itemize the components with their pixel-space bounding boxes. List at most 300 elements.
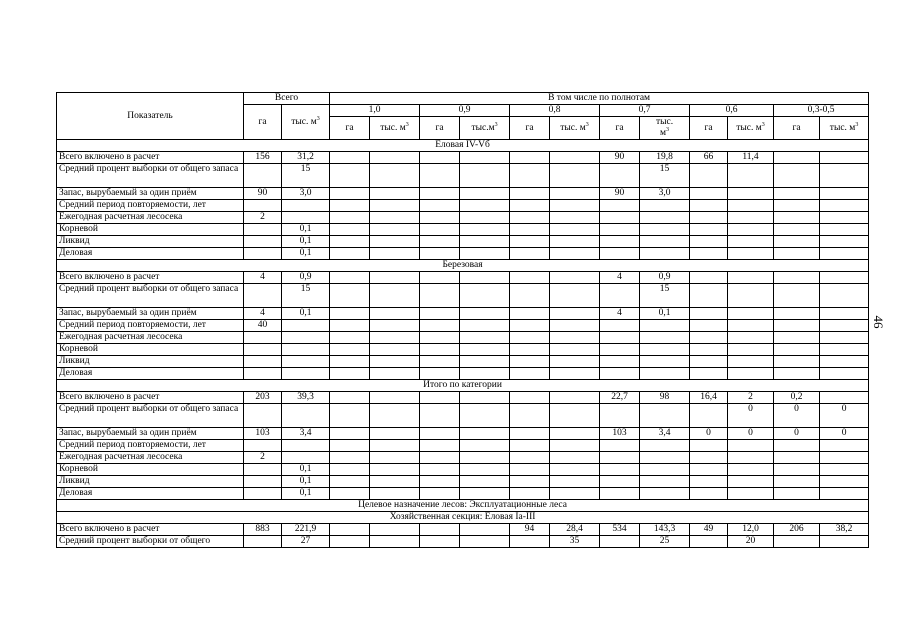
table-cell — [244, 356, 282, 368]
table-cell — [370, 440, 420, 452]
table-cell — [244, 368, 282, 380]
table-cell: 0,1 — [282, 236, 330, 248]
row-label: Средний период повторяемости, лет — [57, 200, 244, 212]
table-cell — [690, 224, 728, 236]
table-cell — [690, 272, 728, 284]
table-cell — [330, 224, 370, 236]
table-cell — [420, 368, 460, 380]
table-cell: 0,1 — [282, 308, 330, 320]
table-cell: 90 — [600, 152, 640, 164]
table-row — [57, 464, 869, 476]
table-row — [57, 188, 869, 200]
density-header: 1,0 — [330, 105, 420, 117]
row-label: Запас, вырубаемый за один приём — [57, 188, 244, 200]
table-cell — [728, 212, 774, 224]
table-cell — [550, 236, 600, 248]
table-cell — [282, 356, 330, 368]
table-cell — [690, 248, 728, 260]
table-cell — [330, 428, 370, 440]
row-label: Всего включено в расчет — [57, 392, 244, 404]
table-cell — [460, 476, 510, 488]
table-cell — [550, 404, 600, 428]
unit-header: тыс. $м^3$ — [820, 117, 869, 140]
table-cell — [774, 332, 820, 344]
table-cell — [728, 344, 774, 356]
table-cell — [820, 368, 869, 380]
table-cell — [460, 308, 510, 320]
table-cell: 143,3 — [640, 524, 690, 536]
row-label: Средний период повторяемости, лет — [57, 320, 244, 332]
table-cell — [728, 356, 774, 368]
table-cell — [420, 308, 460, 320]
table-cell — [640, 356, 690, 368]
table-cell — [460, 248, 510, 260]
table-cell — [420, 332, 460, 344]
table-cell — [460, 284, 510, 308]
table-cell: 206 — [774, 524, 820, 536]
table-row — [57, 212, 869, 224]
table-cell — [420, 200, 460, 212]
table-cell: 203 — [244, 392, 282, 404]
table-cell: 0,1 — [282, 248, 330, 260]
table-cell — [460, 152, 510, 164]
table-cell — [510, 392, 550, 404]
table-row — [57, 164, 869, 188]
table-cell — [420, 224, 460, 236]
table-cell — [550, 248, 600, 260]
table-cell: 4 — [600, 272, 640, 284]
table-cell — [774, 368, 820, 380]
unit-header: тыс. $м^3$ — [550, 117, 600, 140]
table-cell: 0 — [728, 428, 774, 440]
table-row — [57, 236, 869, 248]
table-cell: 0,2 — [774, 392, 820, 404]
table-cell — [820, 464, 869, 476]
table-cell — [600, 440, 640, 452]
table-cell — [420, 404, 460, 428]
table-cell — [774, 224, 820, 236]
table-cell — [774, 188, 820, 200]
table-cell — [774, 536, 820, 548]
table-cell — [774, 476, 820, 488]
row-label: Деловая — [57, 488, 244, 500]
table-cell — [600, 332, 640, 344]
table-cell — [330, 404, 370, 428]
table-cell — [550, 476, 600, 488]
row-label: Корневой — [57, 224, 244, 236]
table-cell — [460, 188, 510, 200]
table-cell — [330, 536, 370, 548]
table-cell — [820, 452, 869, 464]
table-cell — [820, 476, 869, 488]
table-cell — [244, 236, 282, 248]
table-row — [57, 332, 869, 344]
table-cell: 883 — [244, 524, 282, 536]
table-cell — [330, 308, 370, 320]
table-cell: 15 — [282, 284, 330, 308]
table-cell — [728, 368, 774, 380]
table-cell — [330, 464, 370, 476]
table-cell — [420, 344, 460, 356]
table-row — [57, 320, 869, 332]
table-cell: 15 — [640, 164, 690, 188]
table-cell — [774, 344, 820, 356]
table-cell — [510, 212, 550, 224]
table-cell — [728, 332, 774, 344]
table-cell — [510, 368, 550, 380]
table-cell: 0,1 — [282, 476, 330, 488]
table-cell: 0,9 — [282, 272, 330, 284]
table-cell — [600, 164, 640, 188]
table-cell — [510, 488, 550, 500]
density-header: 0,3-0,5 — [774, 105, 869, 117]
table-cell — [460, 332, 510, 344]
table-cell — [690, 332, 728, 344]
table-cell — [460, 464, 510, 476]
row-label: Ликвид — [57, 356, 244, 368]
row-label: Деловая — [57, 368, 244, 380]
table-row — [57, 368, 869, 380]
table-cell — [282, 200, 330, 212]
table-cell — [820, 212, 869, 224]
unit-header: тыс. $м^3$ — [370, 117, 420, 140]
table-row — [57, 452, 869, 464]
unit-header: га — [510, 117, 550, 140]
table-cell: 4 — [600, 308, 640, 320]
table-cell — [282, 320, 330, 332]
table-cell — [820, 284, 869, 308]
table-cell — [510, 440, 550, 452]
unit-header: га — [420, 117, 460, 140]
table-cell — [550, 308, 600, 320]
table-cell — [600, 212, 640, 224]
table-cell — [550, 452, 600, 464]
table-row — [57, 356, 869, 368]
section-title-row — [57, 140, 869, 152]
table-cell — [282, 344, 330, 356]
table-cell — [420, 164, 460, 188]
table-cell — [510, 320, 550, 332]
row-label: Ежегодная расчетная лесосека — [57, 452, 244, 464]
table-cell — [460, 392, 510, 404]
table-cell — [370, 452, 420, 464]
table-cell: 0 — [728, 404, 774, 428]
table-cell — [460, 164, 510, 188]
section-title: Еловая IV-Vб — [57, 140, 869, 152]
table-cell: 40 — [244, 320, 282, 332]
table-cell — [600, 464, 640, 476]
table-cell — [244, 404, 282, 428]
table-cell — [550, 284, 600, 308]
table-cell — [330, 476, 370, 488]
table-cell: 103 — [600, 428, 640, 440]
table-cell — [420, 464, 460, 476]
table-cell — [550, 164, 600, 188]
table-cell — [774, 308, 820, 320]
table-cell — [774, 164, 820, 188]
table-cell — [420, 272, 460, 284]
row-label: Ежегодная расчетная лесосека — [57, 332, 244, 344]
table-cell — [774, 272, 820, 284]
table-cell: 221,9 — [282, 524, 330, 536]
row-label: Ежегодная расчетная лесосека — [57, 212, 244, 224]
table-cell — [282, 332, 330, 344]
row-label: Запас, вырубаемый за один приём — [57, 308, 244, 320]
table-cell — [460, 368, 510, 380]
table-cell — [460, 404, 510, 428]
table-cell — [600, 368, 640, 380]
row-label: Корневой — [57, 464, 244, 476]
table-cell — [774, 464, 820, 476]
table-cell: 2 — [244, 452, 282, 464]
table-cell — [330, 164, 370, 188]
table-cell — [370, 164, 420, 188]
table-cell — [774, 440, 820, 452]
table-cell: 28,4 — [550, 524, 600, 536]
table-cell — [420, 488, 460, 500]
table-cell: 38,2 — [820, 524, 869, 536]
table-cell — [774, 452, 820, 464]
table-row — [57, 272, 869, 284]
table-cell — [820, 188, 869, 200]
table-cell — [640, 320, 690, 332]
table-cell — [640, 404, 690, 428]
table-cell — [460, 488, 510, 500]
table-cell — [244, 464, 282, 476]
unit-header: га — [330, 117, 370, 140]
header-including-by-density: В том числе по полнотам — [330, 93, 869, 105]
table-cell — [510, 464, 550, 476]
section-title-row — [57, 260, 869, 272]
table-cell — [282, 368, 330, 380]
table-cell — [820, 236, 869, 248]
unit-header: тыс. $м^3$ — [728, 117, 774, 140]
table-cell — [774, 248, 820, 260]
table-cell — [728, 224, 774, 236]
table-cell — [550, 344, 600, 356]
table-cell — [640, 440, 690, 452]
table-row — [57, 536, 869, 548]
table-cell — [600, 536, 640, 548]
table-cell — [510, 332, 550, 344]
table-cell — [820, 200, 869, 212]
table-cell — [330, 248, 370, 260]
row-label: Корневой — [57, 344, 244, 356]
table-cell — [420, 212, 460, 224]
table-row — [57, 392, 869, 404]
table-cell — [420, 452, 460, 464]
table-cell — [690, 536, 728, 548]
table-cell — [510, 344, 550, 356]
table-cell: 31,2 — [282, 152, 330, 164]
table-cell — [420, 188, 460, 200]
table-row — [57, 248, 869, 260]
table-cell — [690, 344, 728, 356]
table-cell: 0,1 — [640, 308, 690, 320]
table-cell — [330, 320, 370, 332]
table-row — [57, 428, 869, 440]
table-cell — [820, 320, 869, 332]
table-cell — [510, 476, 550, 488]
header-total-km3: тыс. $м^3$ — [282, 105, 330, 140]
table-cell — [600, 200, 640, 212]
table-cell — [370, 488, 420, 500]
table-cell — [330, 188, 370, 200]
table-cell — [510, 188, 550, 200]
table-cell — [370, 464, 420, 476]
table-cell — [510, 272, 550, 284]
table-cell — [640, 464, 690, 476]
table-cell — [420, 284, 460, 308]
table-cell — [690, 320, 728, 332]
table-cell — [460, 212, 510, 224]
table-cell — [774, 488, 820, 500]
table-cell — [550, 224, 600, 236]
table-cell — [640, 248, 690, 260]
table-cell — [640, 452, 690, 464]
table-cell — [600, 452, 640, 464]
section-title: Березовая — [57, 260, 869, 272]
table-row — [57, 224, 869, 236]
table-cell: 0 — [820, 404, 869, 428]
table-cell — [244, 536, 282, 548]
row-label: Всего включено в расчет — [57, 152, 244, 164]
row-label: Средний процент выборки от общего запаса — [57, 404, 244, 428]
table-cell — [600, 404, 640, 428]
table-cell — [420, 536, 460, 548]
table-cell — [728, 164, 774, 188]
table-cell: 12,0 — [728, 524, 774, 536]
table-cell — [550, 464, 600, 476]
table-cell — [820, 308, 869, 320]
table-row — [57, 476, 869, 488]
table-cell — [370, 236, 420, 248]
table-cell — [640, 224, 690, 236]
table-cell — [420, 476, 460, 488]
table-cell — [460, 200, 510, 212]
table-cell — [330, 200, 370, 212]
forest-table — [56, 92, 869, 548]
header-total-ha: га — [244, 105, 282, 140]
table-cell — [690, 452, 728, 464]
table-cell — [370, 308, 420, 320]
table-cell — [370, 476, 420, 488]
table-cell — [690, 356, 728, 368]
table-cell — [690, 476, 728, 488]
table-cell: 66 — [690, 152, 728, 164]
table-cell: 0 — [690, 428, 728, 440]
table-cell — [244, 476, 282, 488]
table-cell — [420, 356, 460, 368]
table-cell — [370, 188, 420, 200]
table-cell — [820, 248, 869, 260]
table-cell — [690, 404, 728, 428]
table-cell — [820, 164, 869, 188]
table-cell: 103 — [244, 428, 282, 440]
table-cell — [640, 488, 690, 500]
table-cell — [600, 488, 640, 500]
table-cell — [420, 236, 460, 248]
table-cell — [690, 440, 728, 452]
table-cell — [640, 368, 690, 380]
table-cell: 49 — [690, 524, 728, 536]
table-cell — [244, 224, 282, 236]
table-cell — [550, 392, 600, 404]
table-cell — [550, 200, 600, 212]
table-cell — [282, 440, 330, 452]
table-cell: 4 — [244, 308, 282, 320]
density-header: 0,6 — [690, 105, 774, 117]
table-cell — [550, 488, 600, 500]
table-cell — [330, 212, 370, 224]
table-cell — [510, 152, 550, 164]
table-cell: 90 — [600, 188, 640, 200]
table-cell: 94 — [510, 524, 550, 536]
table-cell — [370, 224, 420, 236]
table-cell — [820, 272, 869, 284]
table-cell — [370, 320, 420, 332]
table-cell — [510, 428, 550, 440]
table-cell — [420, 392, 460, 404]
table-cell — [282, 212, 330, 224]
row-label: Всего включено в расчет — [57, 272, 244, 284]
table-cell: 2 — [728, 392, 774, 404]
table-cell — [550, 320, 600, 332]
table-cell — [728, 476, 774, 488]
table-cell — [690, 488, 728, 500]
table-cell: 90 — [244, 188, 282, 200]
table-cell: 3,4 — [282, 428, 330, 440]
table-cell — [370, 200, 420, 212]
table-cell: 3,0 — [282, 188, 330, 200]
table-cell — [370, 368, 420, 380]
unit-header: га — [774, 117, 820, 140]
table-cell — [460, 272, 510, 284]
density-header: 0,7 — [600, 105, 690, 117]
table-cell: 0,9 — [640, 272, 690, 284]
table-cell — [600, 476, 640, 488]
table-cell — [690, 164, 728, 188]
table-cell — [460, 236, 510, 248]
table-cell: 20 — [728, 536, 774, 548]
table-cell — [510, 308, 550, 320]
density-header: 0,8 — [510, 105, 600, 117]
table-cell — [370, 248, 420, 260]
table-cell — [728, 248, 774, 260]
table-cell — [728, 320, 774, 332]
table-cell — [330, 236, 370, 248]
table-cell — [600, 356, 640, 368]
row-label: Средний процент выборки от общего запаса — [57, 164, 244, 188]
table-cell — [728, 188, 774, 200]
table-cell — [370, 404, 420, 428]
table-cell — [774, 320, 820, 332]
table-cell — [774, 200, 820, 212]
header-indicator: Показатель — [57, 93, 244, 140]
purpose-row — [57, 500, 869, 512]
table-cell — [728, 284, 774, 308]
table-cell — [820, 440, 869, 452]
table-cell: 98 — [640, 392, 690, 404]
unit-header: га — [690, 117, 728, 140]
table-row — [57, 308, 869, 320]
table-cell — [330, 152, 370, 164]
table-cell — [600, 236, 640, 248]
table-cell — [550, 440, 600, 452]
table-cell — [728, 488, 774, 500]
table-cell — [330, 284, 370, 308]
table-cell: 0,1 — [282, 224, 330, 236]
